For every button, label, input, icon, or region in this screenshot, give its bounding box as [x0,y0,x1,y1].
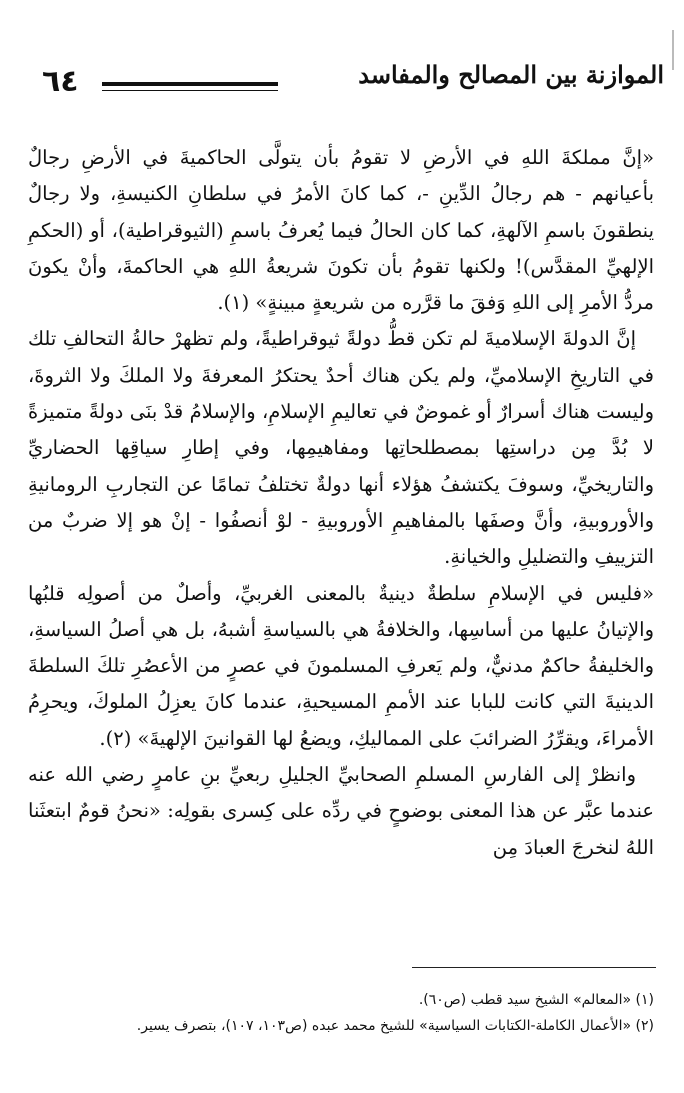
body-text [28,140,654,866]
margin-mark [672,30,674,70]
footnote-1: (١) «المعالم» الشيخ سيد قطب (ص٦٠). [418,992,654,1008]
paragraph-islamic-state: إنَّ الدولةَ الإسلاميةَ لم تكن قطُّ دولةً ثيوقراطيةً، ولم تظهرْ حالةُ التحالفِ تلك في التاريخِ الإسلاميِّ، ولم يكن هناك أحدٌ يحتكرُ المعرفةَ ولا الملكَ ولا الثروةَ، وليست هناك أسرارٌ أو غموضٌ في تعاليمِ الإسلامِ، والإسلامُ قدْ بنَى دولةً متميزةً لا بُدَّ مِن دراستِها بمصطلحاتِها ومفاهيمِها، وفي إطارِ سياقِها الحضاريِّ والتاريخيِّ، وسوفَ يكتشفُ هؤلاء أنها دولةٌ تختلفُ تمامًا عن التجاربِ الرومانيةِ والأوروبيةِ، وأنَّ وصفَها بالمفاهيمِ الأوروبيةِ - لوْ أنصفُوا - إنْ هو إلا ضربٌ من التزييفِ والتضليلِ والخيانةِ. [28,327,654,569]
paragraph-quote-muhammad-abduh: «فليس في الإسلامِ سلطةٌ دينيةٌ بالمعنى الغربيِّ، وأصلٌ من أصولِه قلبُها والإتيانُ عليها من أساسِها، والخلافةُ هي بالسياسةِ أشبهُ، بل هي أصلُ السياسةِ، والخليفةُ حاكمٌ مدنيٌّ، ولم يَعرفِ المسلمونَ في عصرٍ من الأعصُرِ تلكَ السلطةَ الدينيةَ التي كانت للبابا عند الأممِ المسيحيةِ، عندما كانَ يعزِلُ الملوكَ، ويحرِمُ الأمراءَ، ويقرِّرُ الضرائبَ على المماليكِ، ويضعُ لها القوانينَ الإلهيةَ» (٢). [28,581,654,750]
footnotes [28,987,654,1039]
paragraph-quote-sayyid-qutb: «إنَّ مملكةَ اللهِ في الأرضِ لا تقومُ بأن يتولَّى الحاكميةَ في الأرضِ رجالٌ بأعيانهم - هم رجالُ الدِّينِ -، كما كانَ الأمرُ في سلطانِ الكنيسةِ، ولا رجالٌ ينطقونَ باسمِ الآلهةِ، كما كان الحالُ فيما يُعرفُ باسمِ (الثيوقراطية)، أو (الحكمِ الإلهيِّ المقدَّس)! ولكنها تقومُ بأن تكونَ شريعةُ اللهِ هي الحاكمةَ، وأنْ يكونَ مردُّ الأمرِ إلى اللهِ وَفقَ ما قرَّره من شريعةٍ مبينةٍ» (١). [28,146,654,315]
header-rule-thick [102,82,278,86]
running-title: الموازنة بين المصالح والمفاسد [358,60,664,89]
header-rule-thin [102,90,278,91]
page-number: ٦٤ [42,64,79,99]
paragraph-ribi-ibn-amir: وانظرْ إلى الفارسِ المسلمِ الصحابيِّ الجليلِ ربعيِّ بنِ عامرٍ رضي الله عنه عندما عبَّر عن هذا المعنى بوضوحٍ في ردِّه على كِسرى بقولِه: «نحنُ قومٌ ابتعثَنا اللهُ لنخرجَ العبادَ مِن [28,763,654,859]
footnote-2: (٢) «الأعمال الكاملة-الكتابات السياسية» للشيخ محمد عبده (ص١٠٣، ١٠٧)، بتصرف يسير. [136,1018,654,1034]
page-header [20,52,668,112]
footnote-separator [412,967,656,968]
